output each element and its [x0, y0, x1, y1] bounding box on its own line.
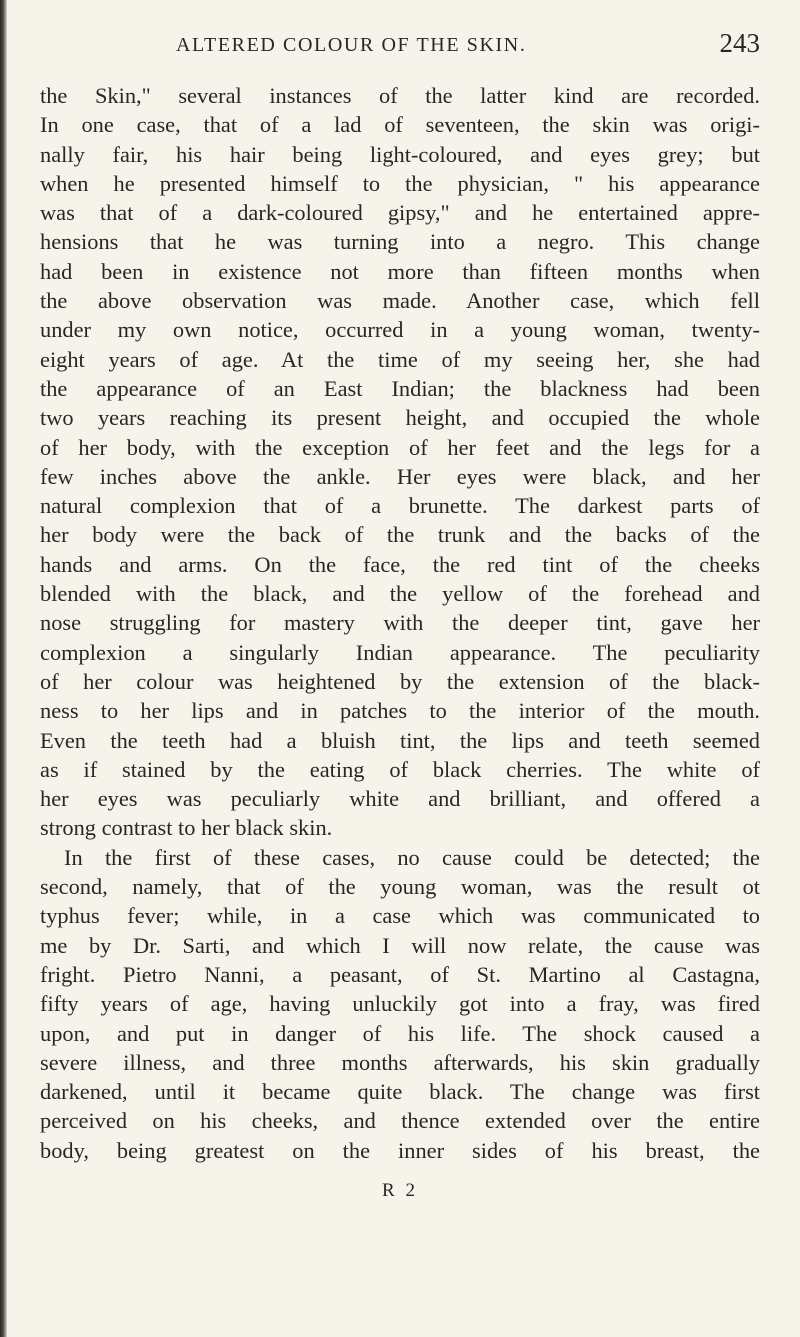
page-header: [40, 28, 760, 68]
text-line: upon, and put in danger of his life. The shock caused a: [40, 1020, 760, 1046]
text-line: Even the teeth had a bluish tint, the lips and teeth seemed: [40, 727, 760, 753]
text-line: the above observation was made. Another case, which fell: [40, 288, 760, 314]
text-line: when he presented himself to the physician, " his appearance: [40, 170, 760, 196]
text-line: body, being greatest on the inner sides of his breast, the: [40, 1137, 760, 1163]
text-line: fifty years of age, having unluckily got into a fray, was fired: [40, 991, 760, 1017]
text-line: the appearance of an East Indian; the blackness had been: [40, 375, 760, 401]
running-title: ALTERED COLOUR OF THE SKIN.: [176, 34, 527, 56]
text-line: her eyes was peculiarly white and brilliant, and offered a: [40, 786, 760, 812]
signature-mark: R 2: [382, 1180, 418, 1201]
text-line: hensions that he was turning into a negro. This change: [40, 229, 760, 255]
text-line: fright. Pietro Nanni, a peasant, of St. Martino al Castagna,: [40, 961, 760, 987]
text-line: perceived on his cheeks, and thence extended over the entire: [40, 1108, 760, 1134]
paragraph-first-line: In the first of these cases, no cause could be detected; the: [64, 844, 760, 870]
text-line: as if stained by the eating of black cherries. The white of: [40, 756, 760, 782]
text-line: of her body, with the exception of her feet and the legs for a: [40, 434, 760, 460]
text-line: of her colour was heightened by the extension of the black-: [40, 668, 760, 694]
text-line: two years reaching its present height, and occupied the whole: [40, 405, 760, 431]
text-line: me by Dr. Sarti, and which I will now relate, the cause was: [40, 932, 760, 958]
text-line: typhus fever; while, in a case which was communicated to: [40, 903, 760, 929]
text-line: darkened, until it became quite black. The change was first: [40, 1079, 760, 1105]
paragraph-last-line: strong contrast to her black skin.: [40, 815, 333, 841]
text-line: had been in existence not more than fifteen months when: [40, 258, 760, 284]
text-line: ness to her lips and in patches to the interior of the mouth.: [40, 698, 760, 724]
text-line: hands and arms. On the face, the red tint of the cheeks: [40, 551, 760, 577]
text-line: natural complexion that of a brunette. The darkest parts of: [40, 493, 760, 519]
text-line: her body were the back of the trunk and the backs of the: [40, 522, 760, 548]
text-line: the Skin," several instances of the latter kind are recorded.: [40, 83, 760, 108]
text-line: second, namely, that of the young woman, was the result ot: [40, 874, 760, 900]
text-line: severe illness, and three months afterwards, his skin gradually: [40, 1049, 760, 1075]
body-text: [40, 81, 760, 1165]
text-line: In one case, that of a lad of seventeen, the skin was origi-: [40, 112, 760, 138]
text-line: was that of a dark-coloured gipsy," and he entertained appre-: [40, 200, 760, 226]
text-line: few inches above the ankle. Her eyes were black, and her: [40, 463, 760, 489]
text-line: complexion a singularly Indian appearance. The peculiarity: [40, 639, 760, 665]
text-line: under my own notice, occurred in a young woman, twenty-: [40, 317, 760, 343]
book-spine-edge: [0, 0, 7, 1337]
text-line: nally fair, his hair being light-coloured, and eyes grey; but: [40, 141, 760, 167]
text-line: blended with the black, and the yellow of the forehead and: [40, 581, 760, 607]
text-line: nose struggling for mastery with the deeper tint, gave her: [40, 610, 760, 636]
page-number: 243: [719, 28, 760, 58]
text-line: eight years of age. At the time of my seeing her, she had: [40, 346, 760, 372]
